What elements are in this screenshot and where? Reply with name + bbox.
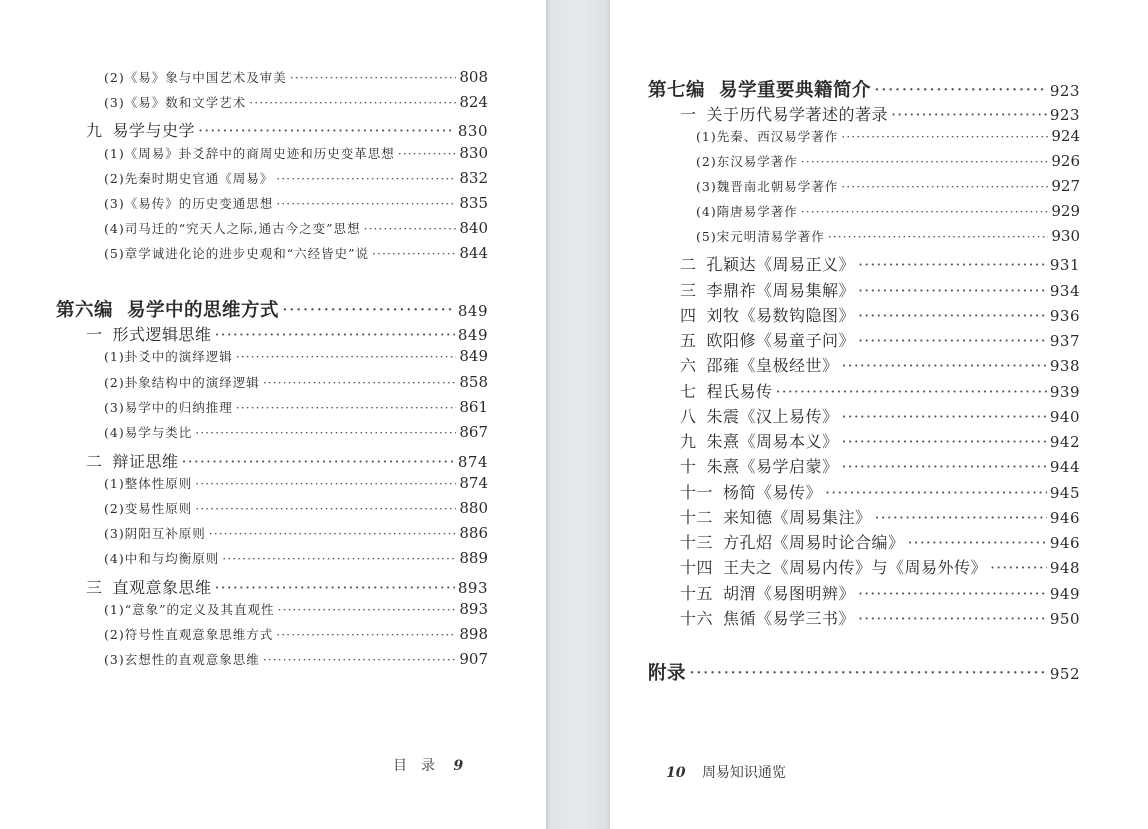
- toc-page-number: 832: [459, 169, 488, 187]
- toc-entry-title: [104, 68, 287, 86]
- toc-entry: [648, 659, 1080, 684]
- toc-entry-text: (1)“意象”的定义及其直观性: [104, 602, 275, 617]
- toc-page-number: 923: [1049, 82, 1080, 100]
- toc-entry: [104, 68, 488, 93]
- toc-entry-title: [648, 659, 686, 685]
- toc-page-number: 844: [459, 244, 488, 262]
- toc-entry: [104, 524, 488, 549]
- toc-entry-number: 三: [86, 578, 103, 597]
- toc-entry: [696, 152, 1080, 177]
- right-page: [610, 0, 1148, 829]
- toc-leader-dots: [195, 425, 456, 440]
- toc-leader-dots: [825, 483, 1047, 502]
- toc-entry: [104, 625, 488, 650]
- toc-entry: [680, 278, 1080, 303]
- toc-entry-title: [648, 76, 871, 102]
- toc-entry-title: [680, 404, 839, 427]
- toc-leader-dots: [222, 551, 456, 566]
- left-footer: [393, 755, 463, 775]
- toc-entry-number: 第七编: [648, 80, 706, 101]
- toc-entry: [86, 449, 488, 474]
- toc-page-number: 936: [1049, 307, 1080, 325]
- toc-leader-dots: [689, 663, 1047, 684]
- toc-entry-title: [86, 322, 212, 345]
- toc-entry-number: 十二: [680, 508, 714, 527]
- toc-page-number: 950: [1049, 610, 1080, 628]
- toc-entry: [104, 373, 488, 398]
- toc-entry-number: 一: [86, 325, 103, 344]
- footer-page-number: 10: [666, 765, 686, 781]
- toc-leader-dots: [858, 306, 1047, 325]
- toc-entry-title: [680, 278, 855, 301]
- toc-entry: [680, 555, 1080, 580]
- toc-entry-title: [104, 347, 233, 365]
- toc-leader-dots: [842, 457, 1047, 476]
- toc-entry: [696, 177, 1080, 202]
- toc-entry-title: [680, 530, 905, 553]
- toc-entry: [680, 102, 1080, 127]
- toc-entry-text: 欧阳修《易童子问》: [706, 331, 856, 350]
- toc-entry: [104, 499, 488, 524]
- toc-leader-dots: [801, 154, 1049, 169]
- toc-entry-text: (5)宋元明清易学著作: [696, 229, 825, 244]
- toc-page-number: 952: [1049, 665, 1080, 683]
- toc-leader-dots: [363, 221, 456, 236]
- toc-leader-dots: [236, 349, 457, 364]
- toc-leader-dots: [858, 281, 1047, 300]
- toc-entry-title: [56, 296, 279, 322]
- toc-entry-title: [104, 549, 219, 567]
- toc-entry-text: (3)《易传》的历史变通思想: [104, 196, 274, 211]
- toc-entry-title: [104, 169, 273, 187]
- toc-entry: [680, 303, 1080, 328]
- footer-label: 周易知识通览: [701, 765, 786, 781]
- toc-entry-text: (4)中和与均衡原则: [104, 551, 220, 566]
- toc-entry-number: 十四: [680, 558, 714, 577]
- toc-page-number: 942: [1049, 433, 1080, 451]
- toc-page-number: 830: [457, 122, 488, 140]
- toc-entry: [104, 219, 488, 244]
- toc-page-number: 923: [1049, 106, 1080, 124]
- toc-entry-text: (2)先秦时期史官通《周易》: [104, 171, 274, 186]
- toc-page-number: 948: [1049, 559, 1080, 577]
- toc-page-number: 939: [1049, 383, 1080, 401]
- toc-leader-dots: [891, 105, 1047, 124]
- toc-page-number: 824: [459, 93, 488, 111]
- toc-entry-text: 关于历代易学著述的著录: [706, 105, 889, 124]
- toc-page-number: 944: [1049, 458, 1080, 476]
- toc-page-number: 949: [1049, 585, 1080, 603]
- toc-entry-text: (3)魏晋南北朝易学著作: [696, 179, 839, 194]
- toc-leader-dots: [828, 229, 1049, 244]
- toc-entry-number: 二: [86, 452, 103, 471]
- toc-entry-title: [696, 177, 838, 195]
- toc-page-number: 945: [1049, 484, 1080, 502]
- toc-entry: [680, 454, 1080, 479]
- toc-entry-title: [680, 102, 888, 125]
- toc-entry-title: [86, 449, 179, 472]
- toc-entry-text: 方孔炤《周易时论合编》: [723, 533, 905, 552]
- toc-page-number: 926: [1051, 152, 1080, 170]
- toc-leader-dots: [236, 400, 457, 415]
- toc-entry-title: [104, 219, 360, 237]
- toc-entry-number: 五: [680, 331, 697, 350]
- toc-page-number: 835: [459, 194, 488, 212]
- toc-entry-text: 易学中的思维方式: [127, 300, 280, 321]
- toc-entry-title: [680, 581, 855, 604]
- toc-page-number: 830: [459, 144, 488, 162]
- toc-entry: [648, 76, 1080, 101]
- toc-entry: [104, 600, 488, 625]
- toc-entry: [696, 202, 1080, 227]
- toc-page-number: 946: [1049, 509, 1080, 527]
- toc-leader-dots: [398, 146, 457, 161]
- toc-page-number: 927: [1051, 177, 1080, 195]
- toc-leader-dots: [842, 432, 1047, 451]
- toc-entry-title: [680, 454, 839, 477]
- toc-page-number: 874: [457, 453, 488, 471]
- toc-page-number: 929: [1051, 202, 1080, 220]
- toc-page-number: 880: [459, 499, 488, 517]
- toc-page-number: 889: [459, 549, 488, 567]
- toc-entry-title: [104, 398, 233, 416]
- toc-entry: [680, 379, 1080, 404]
- toc-entry-title: [680, 252, 855, 275]
- toc-entry-title: [104, 144, 395, 162]
- toc-entry-title: [86, 118, 195, 141]
- toc-entry: [680, 581, 1080, 606]
- toc-entry-text: (3)玄想性的直观意象思维: [104, 652, 260, 667]
- toc-page-number: 840: [459, 219, 488, 237]
- toc-entry: [86, 322, 488, 347]
- toc-entry-title: [104, 524, 206, 542]
- toc-entry-text: 辩证思维: [112, 452, 179, 471]
- toc-entry-title: [104, 600, 275, 618]
- toc-entry-title: [696, 227, 825, 245]
- toc-entry-text: 刘牧《易数钩隐图》: [706, 306, 856, 325]
- toc-leader-dots: [276, 196, 456, 211]
- toc-entry: [104, 650, 488, 675]
- toc-entry-number: 二: [680, 255, 697, 274]
- toc-entry-title: [104, 194, 273, 212]
- toc-entry: [680, 606, 1080, 631]
- toc-entry-text: (2)变易性原则: [104, 501, 193, 516]
- toc-entry-text: 朱熹《周易本义》: [706, 432, 839, 451]
- toc-leader-dots: [841, 179, 1048, 194]
- toc-page-number: 898: [459, 625, 488, 643]
- toc-page-number: 938: [1049, 357, 1080, 375]
- toc-leader-dots: [990, 558, 1047, 577]
- toc-entry: [680, 252, 1080, 277]
- toc-entry-number: 十一: [680, 483, 714, 502]
- toc-leader-dots: [858, 609, 1047, 628]
- toc-entry-title: [696, 202, 798, 220]
- toc-leader-dots: [801, 204, 1049, 219]
- toc-leader-dots: [249, 95, 456, 110]
- toc-entry-title: [104, 93, 246, 111]
- toc-entry-text: 焦循《易学三书》: [723, 609, 856, 628]
- toc-leader-dots: [290, 70, 457, 85]
- toc-entry: [86, 118, 488, 143]
- toc-entry-text: 直观意象思维: [112, 578, 212, 597]
- toc-page-number: 937: [1049, 332, 1080, 350]
- toc-entry-title: [680, 303, 855, 326]
- toc-page-number: 893: [457, 579, 488, 597]
- toc-entry-title: [104, 625, 273, 643]
- toc-entry-title: [104, 650, 260, 668]
- toc-entry-number: 九: [680, 432, 697, 451]
- toc-entry-title: [104, 474, 192, 492]
- toc-entry-number: 第六编: [56, 300, 114, 321]
- toc-page-number: 934: [1049, 282, 1080, 300]
- toc-leader-dots: [842, 356, 1047, 375]
- toc-leader-dots: [195, 476, 456, 491]
- toc-entry-title: [696, 152, 798, 170]
- toc-entry-title: [680, 555, 987, 578]
- toc-entry: [696, 227, 1080, 252]
- toc-entry-text: 易学重要典籍简介: [719, 80, 872, 101]
- toc-right: [648, 76, 1080, 696]
- toc-entry-number: 七: [680, 382, 697, 401]
- toc-page-number: 893: [459, 600, 488, 618]
- toc-page-number: 849: [457, 302, 488, 320]
- toc-page-number: 924: [1051, 127, 1080, 145]
- toc-entry: [680, 429, 1080, 454]
- toc-entry-text: (2)符号性直观意象思维方式: [104, 627, 274, 642]
- toc-page-number: 907: [459, 650, 488, 668]
- toc-entry: [680, 328, 1080, 353]
- toc-page-number: 930: [1051, 227, 1080, 245]
- toc-entry-title: [680, 505, 872, 528]
- toc-entry-text: 附录: [648, 663, 687, 684]
- toc-leader-dots: [198, 121, 455, 140]
- toc-leader-dots: [263, 652, 457, 667]
- toc-entry-title: [696, 127, 838, 145]
- toc-entry: [104, 194, 488, 219]
- toc-entry: [104, 93, 488, 118]
- toc-entry-text: (2)卦象结构中的演绎逻辑: [104, 375, 260, 390]
- right-footer: [666, 762, 786, 782]
- toc-entry-text: (1)卦爻中的演绎逻辑: [104, 349, 233, 364]
- toc-entry-text: 杨简《易传》: [723, 483, 823, 502]
- toc-entry: [680, 353, 1080, 378]
- toc-entry-title: [104, 244, 369, 262]
- toc-page-number: 858: [459, 373, 488, 391]
- toc-entry-number: 十: [680, 457, 697, 476]
- toc-leader-dots: [875, 508, 1047, 527]
- toc-entry: [680, 505, 1080, 530]
- toc-page-number: 874: [459, 474, 488, 492]
- toc-entry-number: 十六: [680, 609, 714, 628]
- toc-entry: [104, 398, 488, 423]
- toc-leader-dots: [182, 452, 455, 471]
- toc-entry-text: (2)东汉易学著作: [696, 154, 798, 169]
- toc-entry-title: [104, 499, 192, 517]
- toc-entry-title: [680, 353, 839, 376]
- toc-entry-number: 十五: [680, 584, 714, 603]
- toc-page-number: 849: [457, 326, 488, 344]
- toc-entry-text: (3)《易》数和文学艺术: [104, 95, 247, 110]
- toc-page-number: 867: [459, 423, 488, 441]
- toc-entry-text: 朱熹《易学启蒙》: [706, 457, 839, 476]
- toc-entry-text: (4)隋唐易学著作: [696, 204, 798, 219]
- toc-entry: [104, 169, 488, 194]
- toc-leader-dots: [215, 325, 455, 344]
- toc-leader-dots: [858, 331, 1047, 350]
- toc-entry-number: 一: [680, 105, 697, 124]
- toc-entry-text: (3)易学中的归纳推理: [104, 400, 233, 415]
- toc-entry-number: 六: [680, 356, 697, 375]
- toc-entry-text: (1)先秦、西汉易学著作: [696, 129, 839, 144]
- toc-entry-title: [680, 429, 839, 452]
- toc-leader-dots: [278, 602, 457, 617]
- toc-leader-dots: [858, 255, 1047, 274]
- toc-entry: [104, 474, 488, 499]
- toc-leader-dots: [263, 375, 457, 390]
- toc-entry-text: (5)章学诚进化论的进步史观和“六经皆史”说: [104, 246, 369, 261]
- toc-entry: [104, 423, 488, 448]
- toc-entry-text: (3)阴阳互补原则: [104, 526, 206, 541]
- toc-entry-text: (4)司马迁的“究天人之际,通古今之变”思想: [104, 221, 361, 236]
- toc-entry-text: 胡渭《易图明辨》: [723, 584, 856, 603]
- toc-entry-text: (2)《易》象与中国艺术及审美: [104, 70, 287, 85]
- toc-entry-title: [104, 423, 192, 441]
- toc-leader-dots: [858, 584, 1047, 603]
- toc-entry-title: [104, 373, 260, 391]
- toc-page-number: 931: [1049, 256, 1080, 274]
- footer-label: 目 录: [393, 758, 435, 774]
- footer-page-number: 9: [453, 758, 464, 774]
- toc-page-number: 808: [459, 68, 488, 86]
- toc-page-number: 849: [459, 347, 488, 365]
- toc-entry-text: 朱震《汉上易传》: [706, 407, 839, 426]
- toc-leader-dots: [372, 246, 456, 261]
- toc-entry-title: [680, 328, 855, 351]
- toc-entry: [56, 296, 488, 321]
- toc-entry-text: 来知德《周易集注》: [723, 508, 872, 527]
- toc-page-number: 886: [459, 524, 488, 542]
- toc-entry-text: 邵雍《皇极经世》: [706, 356, 839, 375]
- toc-left: [56, 68, 488, 688]
- toc-entry-title: [86, 575, 212, 598]
- toc-entry-number: 九: [86, 121, 103, 140]
- toc-entry-text: (1)整体性原则: [104, 476, 193, 491]
- toc-entry-number: 十三: [680, 533, 714, 552]
- toc-entry-number: 三: [680, 281, 697, 300]
- toc-leader-dots: [874, 80, 1047, 101]
- toc-page-number: 861: [459, 398, 488, 416]
- toc-entry: [104, 144, 488, 169]
- toc-leader-dots: [276, 627, 456, 642]
- toc-leader-dots: [841, 129, 1048, 144]
- toc-entry: [680, 480, 1080, 505]
- toc-entry: [696, 127, 1080, 152]
- toc-entry: [680, 530, 1080, 555]
- toc-entry-text: (4)易学与类比: [104, 425, 193, 440]
- toc-entry-text: 易学与史学: [112, 121, 196, 140]
- toc-leader-dots: [776, 382, 1047, 401]
- toc-entry: [86, 575, 488, 600]
- toc-entry: [680, 404, 1080, 429]
- toc-leader-dots: [195, 501, 456, 516]
- toc-entry: [104, 244, 488, 269]
- toc-leader-dots: [209, 526, 457, 541]
- toc-page-number: 946: [1049, 534, 1080, 552]
- toc-entry-text: 王夫之《周易内传》与《周易外传》: [723, 558, 988, 577]
- toc-entry-text: 形式逻辑思维: [112, 325, 212, 344]
- left-page: [0, 0, 546, 829]
- toc-entry-title: [680, 480, 822, 503]
- toc-entry-title: [680, 379, 773, 402]
- toc-entry-number: 四: [680, 306, 697, 325]
- toc-page-number: 940: [1049, 408, 1080, 426]
- toc-entry: [104, 549, 488, 574]
- toc-entry-text: 程氏易传: [706, 382, 773, 401]
- book-gutter: [546, 0, 610, 829]
- toc-entry: [104, 347, 488, 372]
- toc-leader-dots: [908, 533, 1047, 552]
- toc-entry-text: 孔颖达《周易正义》: [706, 255, 856, 274]
- toc-leader-dots: [842, 407, 1047, 426]
- toc-entry-title: [680, 606, 855, 629]
- toc-leader-dots: [215, 578, 455, 597]
- toc-leader-dots: [276, 171, 456, 186]
- toc-entry-text: 李鼎祚《周易集解》: [706, 281, 856, 300]
- toc-leader-dots: [282, 300, 455, 321]
- toc-entry-text: (1)《周易》卦爻辞中的商周史迹和历史变革思想: [104, 146, 395, 161]
- toc-entry-number: 八: [680, 407, 697, 426]
